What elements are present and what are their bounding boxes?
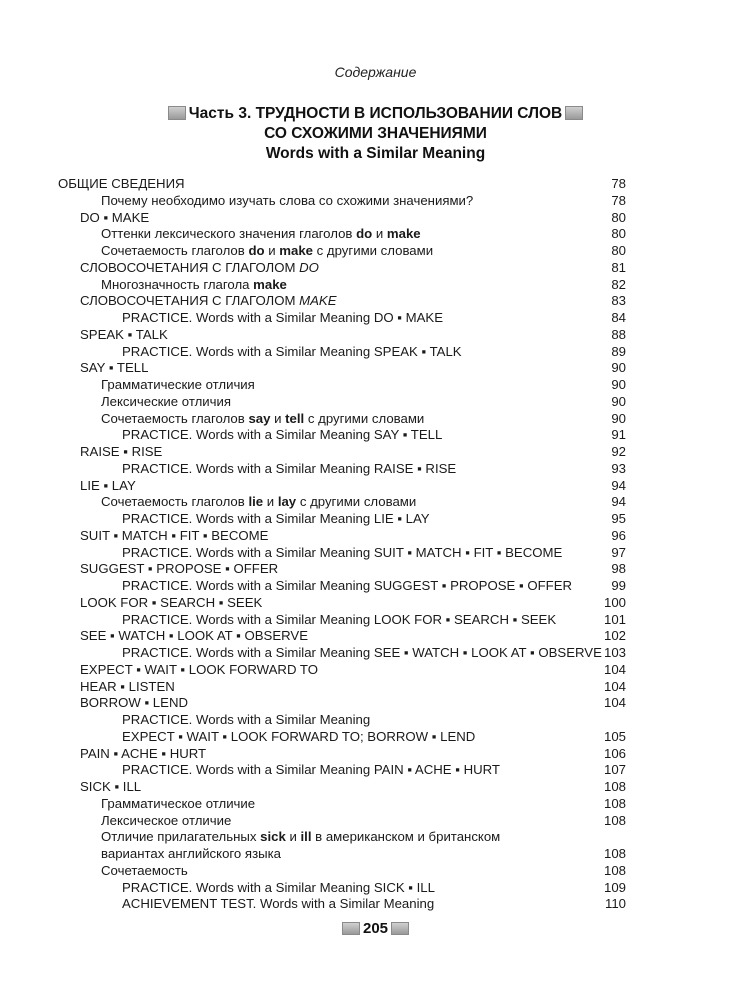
toc-entry <box>58 880 626 897</box>
toc-entry <box>58 360 626 377</box>
toc-entry <box>58 779 626 796</box>
toc-entry-title: BORROW ▪ LEND <box>80 695 188 711</box>
toc-entry-title: Лексическое отличие <box>101 812 232 828</box>
toc-entry-page: 105 <box>603 728 626 744</box>
toc-entry-title: EXPECT ▪ WAIT ▪ LOOK FORWARD TO; BORROW ▪ LEND <box>122 728 476 744</box>
toc-entry-page: 103 <box>603 645 626 660</box>
page-footer <box>0 920 751 937</box>
toc-entry-page: 91 <box>611 427 626 443</box>
toc-entry-title: Почему необходимо изучать слова со схожими значениями? <box>101 192 474 208</box>
square-ornament-icon <box>342 922 360 935</box>
toc-entry <box>58 260 626 277</box>
toc-entry <box>58 226 626 243</box>
toc-entry-page: 90 <box>611 377 626 392</box>
toc-entry-page: 108 <box>603 846 626 861</box>
toc-entry <box>58 176 626 193</box>
toc-entry-title: Сочетаемость глаголов say и tell с другими словами <box>101 410 425 426</box>
part-title-line-1 <box>0 104 751 124</box>
toc-entry <box>58 344 626 361</box>
toc-entry-page: 94 <box>611 494 626 510</box>
toc-entry-page: 109 <box>603 879 626 895</box>
toc-entry-page: 83 <box>611 293 626 309</box>
toc-entry-page: 81 <box>611 259 626 275</box>
part-title <box>0 104 751 164</box>
toc-entry <box>58 679 626 696</box>
toc-entry-title: Отличие прилагательных sick и ill в американском и британском <box>101 829 501 845</box>
toc-entry-title: Грамматические отличия <box>101 377 255 392</box>
toc-entry-title: LIE ▪ LAY <box>80 477 136 493</box>
toc-entry-page: 96 <box>611 527 626 543</box>
toc-entry-page: 100 <box>603 594 626 610</box>
toc-entry <box>58 193 626 210</box>
toc-entry <box>58 310 626 327</box>
toc-entry-title: PRACTICE. Words with a Similar Meaning RAISE ▪ RISE <box>122 460 457 476</box>
toc-entry-title: PRACTICE. Words with a Similar Meaning LOOK FOR ▪ SEARCH ▪ SEEK <box>122 611 557 627</box>
toc-entry <box>58 528 626 545</box>
toc-entry-title: RAISE ▪ RISE <box>80 444 163 459</box>
toc-entry-page: 104 <box>603 695 626 711</box>
toc-entry <box>58 695 626 712</box>
toc-entry-title: Сочетаемость глаголов do и make с другими словами <box>101 243 434 258</box>
toc-entry-title: PRACTICE. Words with a Similar Meaning SPEAK ▪ TALK <box>122 343 462 359</box>
toc-entry <box>58 595 626 612</box>
toc-entry <box>58 712 626 729</box>
toc-entry-page: 92 <box>611 444 626 459</box>
part-title-line-2: СО СХОЖИМИ ЗНАЧЕНИЯМИ <box>264 125 487 142</box>
toc-entry-title: PRACTICE. Words with a Similar Meaning SAY ▪ TELL <box>122 427 443 443</box>
toc-entry-page: 107 <box>603 762 626 778</box>
toc-entry-page: 90 <box>611 360 626 376</box>
toc-entry <box>58 444 626 461</box>
toc-entry-page: 93 <box>611 460 626 476</box>
toc-entry-page: 78 <box>611 192 626 208</box>
toc-entry <box>58 863 626 880</box>
toc-entry-title: ОБЩИЕ СВЕДЕНИЯ <box>58 176 185 191</box>
toc-entry <box>58 729 626 746</box>
toc-entry-title: EXPECT ▪ WAIT ▪ LOOK FORWARD TO <box>80 661 318 677</box>
toc-entry <box>58 662 626 679</box>
toc-entry-title: PRACTICE. Words with a Similar Meaning <box>122 712 371 727</box>
toc-entry <box>58 645 626 662</box>
toc-entry <box>58 762 626 779</box>
toc-entry <box>58 545 626 562</box>
toc-entry <box>58 427 626 444</box>
toc-entry <box>58 210 626 227</box>
toc-entry-page: 108 <box>603 795 626 811</box>
toc-entry-title: DO ▪ MAKE <box>80 209 150 225</box>
toc-entry <box>58 494 626 511</box>
toc-entry-page: 104 <box>603 661 626 677</box>
table-of-contents <box>58 176 626 913</box>
toc-entry-title: Сочетаемость <box>101 862 188 878</box>
toc-entry-page: 78 <box>611 176 626 191</box>
toc-entry-page: 80 <box>611 209 626 225</box>
toc-entry <box>58 628 626 645</box>
toc-entry-page: 106 <box>603 745 626 761</box>
toc-entry-page: 98 <box>611 561 626 577</box>
part-title-text-1: Часть 3. ТРУДНОСТИ В ИСПОЛЬЗОВАНИИ СЛОВ <box>188 105 563 122</box>
toc-entry-title: PRACTICE. Words with a Similar Meaning SUIT ▪ MATCH ▪ FIT ▪ BECOME <box>122 544 563 560</box>
page-number: 205 <box>362 920 389 937</box>
toc-entry-page: 88 <box>611 326 626 342</box>
toc-entry-title: Оттенки лексического значения глаголов do и make <box>101 226 421 242</box>
toc-entry-title: PRACTICE. Words with a Similar Meaning SEE ▪ WATCH ▪ LOOK AT ▪ OBSERVE <box>122 645 602 660</box>
toc-entry-title: SEE ▪ WATCH ▪ LOOK AT ▪ OBSERVE <box>80 628 309 644</box>
toc-entry-title: PRACTICE. Words with a Similar Meaning LIE ▪ LAY <box>122 511 430 526</box>
toc-entry-page: 84 <box>611 310 626 325</box>
toc-entry-page: 94 <box>611 477 626 493</box>
toc-entry-title: SUGGEST ▪ PROPOSE ▪ OFFER <box>80 561 279 577</box>
toc-entry-title: PRACTICE. Words with a Similar Meaning SICK ▪ ILL <box>122 879 435 895</box>
toc-entry <box>58 746 626 763</box>
toc-entry <box>58 293 626 310</box>
toc-entry-title: Лексические отличия <box>101 393 232 409</box>
toc-entry <box>58 846 626 863</box>
toc-entry-page: 80 <box>611 226 626 242</box>
square-ornament-icon <box>565 106 583 120</box>
toc-entry-page: 101 <box>603 611 626 627</box>
toc-entry <box>58 796 626 813</box>
toc-entry-page: 95 <box>611 511 626 526</box>
toc-entry-title: SICK ▪ ILL <box>80 779 142 794</box>
toc-entry-title: СЛОВОСОЧЕТАНИЯ С ГЛАГОЛОМ DO <box>80 259 319 275</box>
running-head: Содержание <box>334 64 417 80</box>
toc-entry-page: 90 <box>611 393 626 409</box>
toc-entry <box>58 243 626 260</box>
toc-entry-title: LOOK FOR ▪ SEARCH ▪ SEEK <box>80 594 263 610</box>
toc-entry <box>58 394 626 411</box>
toc-entry-page: 89 <box>611 343 626 359</box>
toc-entry <box>58 277 626 294</box>
toc-entry-page: 108 <box>603 862 626 878</box>
toc-entry <box>58 511 626 528</box>
toc-entry-title: SAY ▪ TELL <box>80 360 149 376</box>
toc-entry <box>58 561 626 578</box>
toc-entry <box>58 461 626 478</box>
part-title-line-3: Words with a Similar Meaning <box>265 145 486 162</box>
toc-entry <box>58 813 626 830</box>
square-ornament-icon <box>391 922 409 935</box>
toc-entry-page: 108 <box>603 812 626 828</box>
toc-entry-title: HEAR ▪ LISTEN <box>80 678 175 694</box>
toc-entry-page: 97 <box>611 544 626 560</box>
toc-entry-page: 110 <box>604 896 626 912</box>
toc-entry-title: SPEAK ▪ TALK <box>80 326 168 342</box>
toc-entry-title: PRACTICE. Words with a Similar Meaning SUGGEST ▪ PROPOSE ▪ OFFER <box>122 578 573 593</box>
toc-entry-title: SUIT ▪ MATCH ▪ FIT ▪ BECOME <box>80 527 269 543</box>
toc-entry-title: ACHIEVEMENT TEST. Words with a Similar Meaning <box>122 896 435 912</box>
toc-entry-title: Сочетаемость глаголов lie и lay с другими словами <box>101 494 417 510</box>
toc-entry-title: СЛОВОСОЧЕТАНИЯ С ГЛАГОЛОМ MAKE <box>80 293 337 309</box>
toc-entry-page: 99 <box>611 578 626 593</box>
toc-entry-title: PAIN ▪ ACHE ▪ HURT <box>80 745 207 761</box>
toc-entry <box>58 411 626 428</box>
toc-entry-title: Многозначность глагола make <box>101 276 287 292</box>
toc-entry-page: 102 <box>603 628 626 644</box>
toc-entry-page: 108 <box>603 779 626 794</box>
toc-entry <box>58 578 626 595</box>
toc-entry-title: вариантах английского языка <box>101 846 281 861</box>
toc-entry <box>58 896 626 913</box>
toc-entry-page: 104 <box>603 678 626 694</box>
toc-entry-page: 80 <box>611 243 626 258</box>
toc-entry-page: 90 <box>611 410 626 426</box>
square-ornament-icon <box>168 106 186 120</box>
toc-entry <box>58 327 626 344</box>
toc-entry <box>58 829 626 846</box>
toc-entry-page: 82 <box>611 276 626 292</box>
toc-entry <box>58 377 626 394</box>
toc-entry <box>58 612 626 629</box>
toc-entry <box>58 478 626 495</box>
toc-entry-title: PRACTICE. Words with a Similar Meaning PAIN ▪ ACHE ▪ HURT <box>122 762 500 778</box>
toc-entry-title: Грамматическое отличие <box>101 795 256 811</box>
toc-entry-title: PRACTICE. Words with a Similar Meaning DO ▪ MAKE <box>122 310 444 325</box>
